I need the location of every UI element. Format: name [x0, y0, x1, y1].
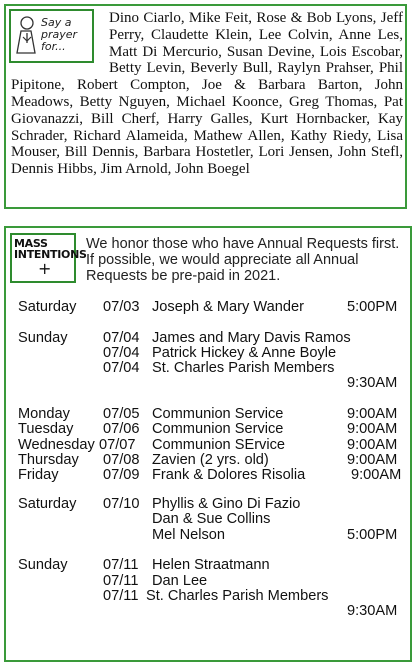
day-label: Wednesday [18, 437, 95, 453]
logo-line-mass: MASS [14, 237, 48, 250]
date-label: 07/10 [103, 496, 140, 512]
day-label: Thursday [18, 452, 79, 468]
day-label: Saturday [18, 496, 77, 512]
intention-name: Zavien (2 yrs. old) [152, 452, 269, 468]
intention-name: St. Charles Parish Members [146, 588, 329, 604]
intention-name: Phyllis & Gino Di Fazio [152, 496, 301, 512]
intention-name: Dan Lee [152, 573, 208, 589]
date-label: 07/11 [103, 588, 139, 604]
day-label: Saturday [18, 299, 77, 315]
intention-name: Communion SErvice [152, 437, 286, 453]
intention-name: James and Mary Davis Ramos [152, 330, 351, 346]
prayer-names-text: Dino Ciarlo, Mike Feit, Rose & Bob Lyons, Jeff Perry, Claudette Klein, Lee Colvin, Anne Les, Matt Di Mercurio, Susan Devine, Lois Escobar, Betty Levin, Beverly Bull, Raylyn Prahser, Phil Pipitone, Robert Compton, Joe & Barbara Barton, John Meadows, Betty Nguyen, Michael Koonce, Greg Thomas, Pat Giovanazzi, Bill Cherf, Harry Galles, Kurt Hornbacker, Kay Schrader, Richard Alameida, Mathew Allen, Kathy Riedy, Lisa Mouser, Bill Dennis, Barbara Hostetler, Lori Jensen, John Stefl, Dennis Hibbs, Jim Arnold, John Boegel [11, 10, 403, 178]
date-label: 07/05 [103, 406, 140, 422]
date-label: 07/11 [103, 557, 139, 573]
intention-name: St. Charles Parish Members [152, 360, 335, 376]
mass-intro-text: We honor those who have Annual Requests first. If possible, we would appreciate all Annual Requests be pre-paid in 2021. [86, 236, 400, 284]
mass-time: 9:00AM [351, 467, 402, 483]
mass-time: 9:30AM [347, 375, 398, 391]
day-label: Tuesday [18, 421, 74, 437]
intention-name: Frank & Dolores Risolia [152, 467, 306, 483]
mass-time: 9:00AM [347, 452, 398, 468]
prayer-names [11, 10, 403, 178]
say-a-prayer-text: Say a prayer for... [41, 16, 78, 53]
mass-time: 5:00PM [347, 527, 398, 543]
day-label: Sunday [18, 330, 68, 346]
date-label: 07/04 [103, 330, 140, 346]
date-label: 07/04 [103, 345, 140, 361]
date-label: 07/06 [103, 421, 140, 437]
intention-name: Communion Service [152, 421, 284, 437]
mass-time: 5:00PM [347, 299, 398, 315]
mass-time: 9:00AM [347, 406, 398, 422]
mass-time: 9:30AM [347, 603, 398, 619]
mass-time: 9:00AM [347, 421, 398, 437]
intention-name: Dan & Sue Collins [152, 511, 271, 527]
date-label: 07/04 [103, 360, 140, 376]
intention-name: Mel Nelson [152, 527, 225, 543]
day-label: Sunday [18, 557, 68, 573]
mass-intentions-logo [10, 233, 87, 283]
date-label: 07/07 [99, 437, 136, 453]
mass-time: 9:00AM [347, 437, 398, 453]
cross-icon: + [38, 259, 52, 278]
day-label: Friday [18, 467, 59, 483]
intention-name: Joseph & Mary Wander [152, 299, 304, 315]
intention-name: Communion Service [152, 406, 284, 422]
date-label: 07/11 [103, 573, 139, 589]
date-label: 07/03 [103, 299, 140, 315]
intention-name: Helen Straatmann [152, 557, 270, 573]
logo-line-intentions: INTENTIONS [14, 248, 87, 261]
date-label: 07/09 [103, 467, 140, 483]
intention-name: Patrick Hickey & Anne Boyle [152, 345, 337, 361]
date-label: 07/08 [103, 452, 140, 468]
day-label: Monday [18, 406, 70, 422]
